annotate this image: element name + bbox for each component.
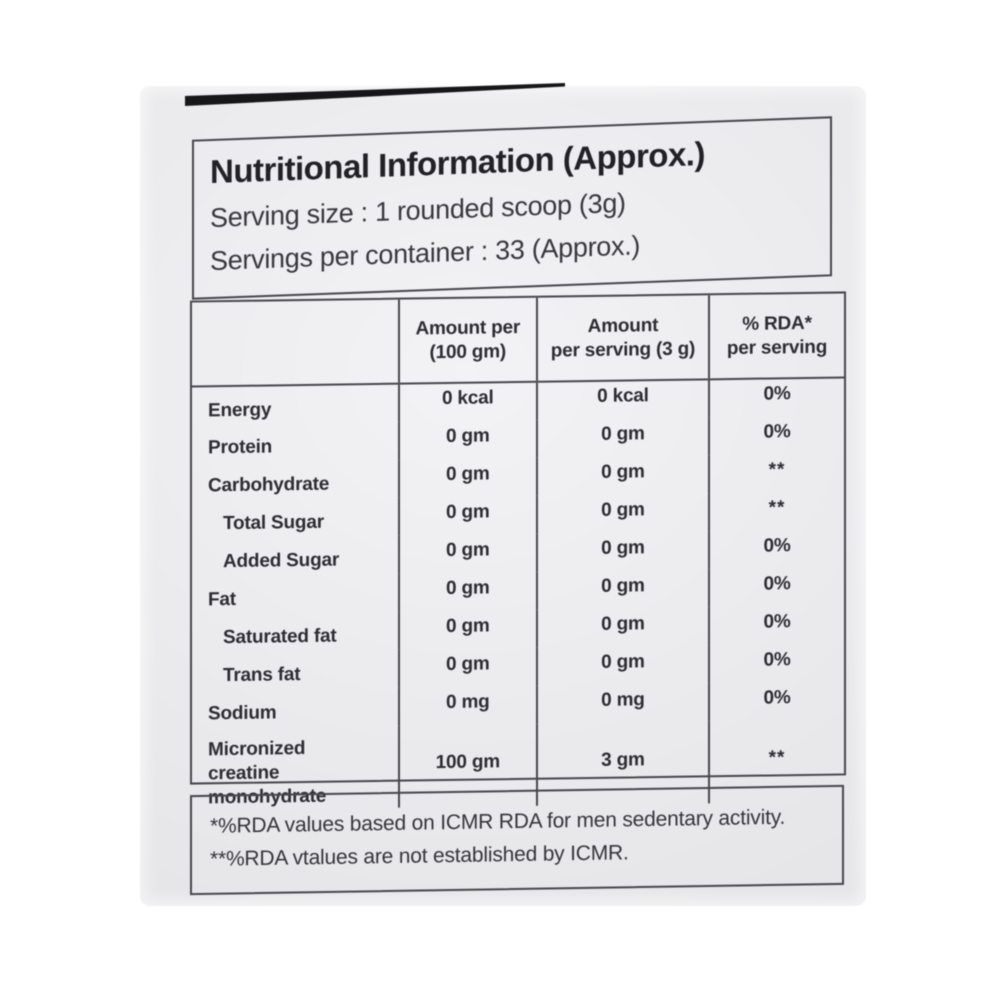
amount-per-serving-value: 0 gm [537, 645, 709, 685]
nutrient-name: Total Sugar [223, 511, 324, 535]
nutrition-table [192, 293, 844, 810]
table-header-row [192, 293, 844, 386]
nutrient-name: Protein [208, 436, 273, 459]
nutrient-name: Sodium [208, 702, 277, 725]
amount-per-100gm-value: 100 gm [399, 724, 537, 808]
column-header-line: per serving (3 g) [550, 338, 696, 362]
nutrient-name: Micronized creatine monohydrate [208, 737, 327, 809]
amount-per-serving-value: 0 gm [537, 455, 709, 495]
column-header-amount-per-100gm [399, 298, 537, 384]
rda-per-serving-value: ** [709, 453, 844, 493]
column-header-line: (100 gm) [429, 340, 507, 363]
footnote-rda-not-established: **%RDA vtalues are not established by ICMR. [210, 841, 629, 871]
rda-per-serving-value: 0% [709, 529, 844, 569]
column-header-line: Amount per [415, 316, 521, 339]
amount-per-serving-value: 3 gm [537, 721, 709, 805]
amount-per-100gm-value: 0 gm [399, 610, 537, 650]
nutrition-table-body [192, 377, 844, 810]
column-header-line: per serving [726, 336, 828, 359]
nutrient-name: Saturated fat [223, 625, 337, 649]
rda-per-serving-value: 0% [709, 605, 844, 645]
nutrient-name: Energy [208, 398, 272, 421]
nutrition-table-box [190, 291, 846, 809]
column-header-amount-per-serving [537, 295, 709, 381]
label-photo [140, 86, 866, 906]
servings-per-container-line: Servings per container : 33 (Approx.) [210, 230, 641, 277]
amount-per-100gm-value: 0 gm [399, 534, 537, 574]
column-header-line: Amount [587, 314, 659, 337]
column-header-rda-per-serving [709, 293, 844, 379]
rda-per-serving-value: 0% [709, 377, 844, 417]
nutrient-name: Trans fat [223, 664, 301, 687]
amount-per-100gm-value: 0 gm [399, 648, 537, 688]
column-header-line: % RDA* [742, 312, 812, 335]
rda-per-serving-value: ** [709, 491, 844, 531]
label-title: Nutritional Information (Approx.) [210, 134, 705, 191]
rda-per-serving-value: 0% [709, 681, 844, 721]
amount-per-serving-value: 0 gm [537, 531, 709, 571]
amount-per-100gm-value: 0 gm [399, 458, 537, 498]
label-top-edge-streak [140, 82, 780, 112]
rda-per-serving-value: 0% [709, 643, 844, 683]
amount-per-serving-value: 0 gm [537, 569, 709, 609]
amount-per-100gm-value: 0 kcal [399, 382, 537, 422]
rda-per-serving-value: ** [709, 719, 844, 803]
amount-per-100gm-value: 0 gm [399, 496, 537, 536]
amount-per-serving-value: 0 kcal [537, 379, 709, 419]
rda-per-serving-value: 0% [709, 567, 844, 607]
nutrient-name: Carbohydrate [208, 473, 330, 497]
footnote-rda-basis: *%RDA values based on ICMR RDA for men sedentary activity. [210, 805, 786, 838]
footnotes-box [190, 785, 844, 895]
nutrient-name: Fat [208, 588, 236, 611]
amount-per-100gm-value: 0 mg [399, 686, 537, 726]
serving-size-line: Serving size : 1 rounded scoop (3g) [210, 187, 626, 234]
rda-per-serving-value: 0% [709, 415, 844, 455]
amount-per-100gm-value: 0 gm [399, 420, 537, 460]
amount-per-serving-value: 0 mg [537, 683, 709, 723]
label-header-box [192, 116, 832, 299]
amount-per-100gm-value: 0 gm [399, 572, 537, 612]
amount-per-serving-value: 0 gm [537, 493, 709, 533]
column-header-nutrient [192, 300, 399, 387]
nutrient-name: Added Sugar [223, 549, 340, 573]
amount-per-serving-value: 0 gm [537, 417, 709, 457]
amount-per-serving-value: 0 gm [537, 607, 709, 647]
